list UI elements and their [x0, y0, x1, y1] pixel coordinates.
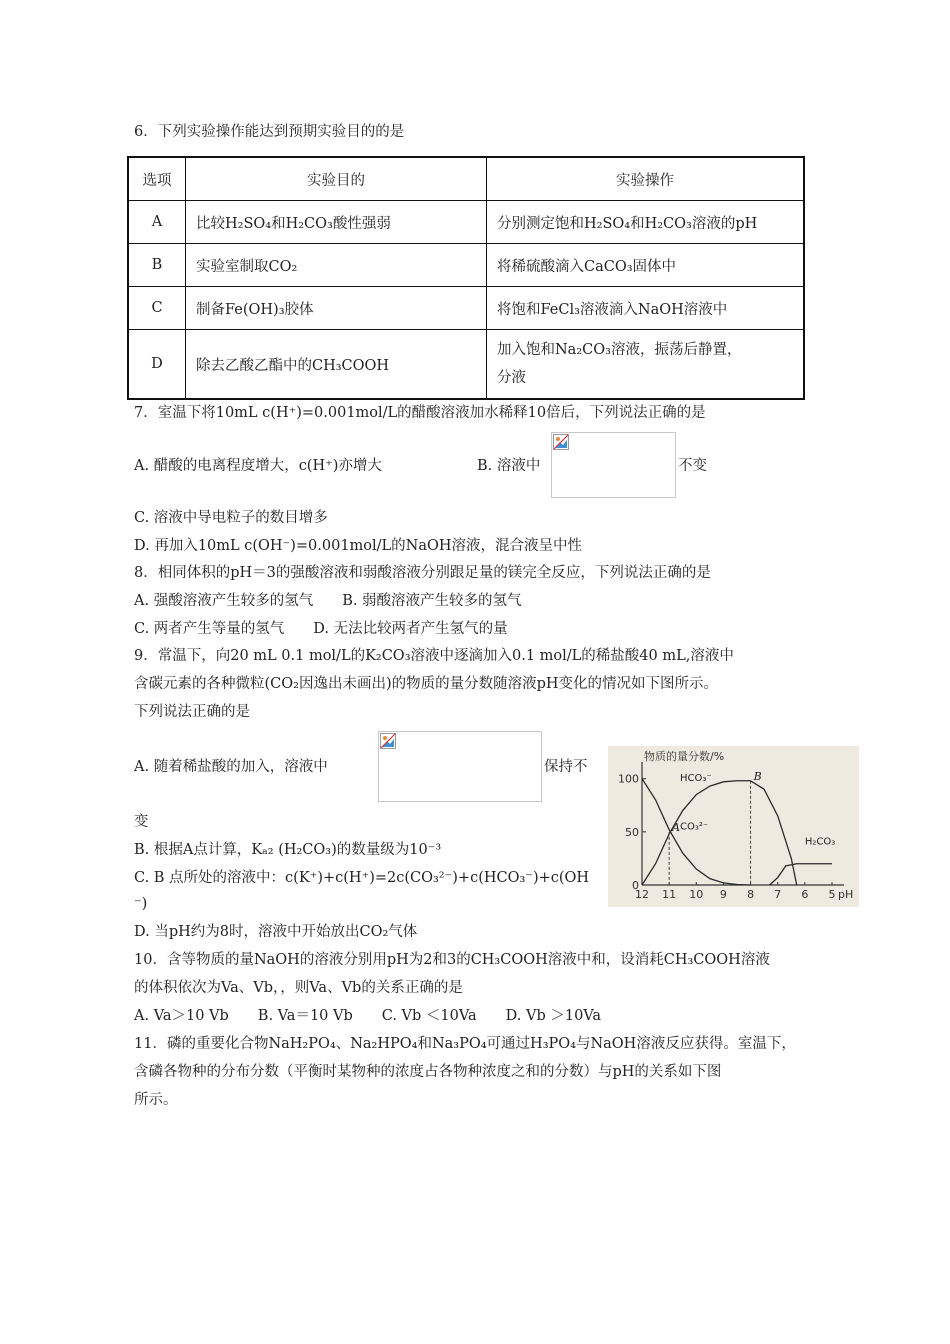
- q9-option-d: D. 当pH约为8时，溶液中开始放出CO₂气体: [134, 924, 418, 940]
- x-axis-label: pH: [838, 888, 854, 901]
- q7-option-b-post: 不变: [678, 458, 707, 474]
- q9-stem-line1: 9．常温下，向20 mL 0.1 mol/L的K₂CO₃溶液中逐滴加入0.1 mol/L的稀盐酸40 mL,溶液中: [134, 648, 734, 664]
- table-row: [128, 287, 804, 330]
- q6-title: 6．下列实验操作能达到预期实验目的的是: [134, 124, 405, 140]
- chart-title: 物质的量分数/%: [644, 750, 725, 763]
- x-tick-label: 7: [774, 888, 782, 901]
- row-goal: 制备Fe(OH)₃胶体: [186, 287, 487, 330]
- q11-line2: 含磷各物种的分布分数（平衡时某物种的浓度占各物种浓度之和的分数）与pH的关系如下图: [134, 1064, 722, 1080]
- experiment-table: [127, 156, 805, 400]
- x-tick-label: 6: [801, 888, 809, 901]
- row-option: B: [128, 244, 186, 287]
- q7-stem: 7．室温下将10mL c(H⁺)=0.001mol/L的醋酸溶液加水稀释10倍后，下列说法正确的是: [134, 405, 706, 421]
- q9-option-c-line2: ⁻): [134, 896, 148, 912]
- chart-lines: [642, 779, 832, 885]
- q11-line3: 所示。: [134, 1092, 178, 1108]
- q7-option-d: D. 再加入10mL c(OH⁻)=0.001mol/L的NaOH溶液，混合液呈中性: [134, 538, 583, 554]
- row-operation: 将稀硫酸滴入CaCO₃固体中: [487, 244, 805, 287]
- series-line: [642, 781, 797, 885]
- q9-option-b: B. 根据A点计算，Kₐ₂ (H₂CO₃)的数量级为10⁻³: [134, 842, 442, 858]
- x-tick-label: 11: [662, 888, 677, 901]
- q9-stem-line3: 下列说法正确的是: [134, 704, 250, 720]
- carbonate-distribution-chart: [608, 746, 859, 907]
- chart-text: [618, 749, 853, 901]
- row-operation-line2: 分液: [497, 370, 526, 386]
- annotation-label: A: [672, 820, 681, 834]
- q10-stem-line2: 的体积依次为Va、Vb，，则Va、Vb的关系正确的是: [134, 980, 463, 996]
- row-option: A: [128, 201, 186, 244]
- q7-option-b-pre: B. 溶液中: [477, 458, 541, 474]
- x-tick-label: 9: [719, 888, 727, 901]
- series-label: H₂CO₃: [804, 836, 836, 848]
- x-tick-label: 10: [689, 888, 704, 901]
- row-goal: 除去乙酸乙酯中的CH₃COOH: [186, 330, 487, 400]
- q9-stem-line2: 含碳元素的各种微粒(CO₂因逸出未画出)的物质的量分数随溶液pH变化的情况如下图所示。: [134, 676, 719, 692]
- table-row: [128, 201, 804, 244]
- header-operation: 实验操作: [487, 157, 805, 201]
- broken-image-icon: [553, 434, 569, 450]
- y-tick-label: 0: [632, 879, 639, 892]
- q7-option-c: C. 溶液中导电粒子的数目增多: [134, 510, 328, 526]
- row-goal: 比较H₂SO₄和H₂CO₃酸性强弱: [186, 201, 487, 244]
- header-option: 选项: [128, 157, 186, 201]
- broken-formula-image: [551, 432, 676, 498]
- y-tick-label: 50: [625, 825, 639, 839]
- q10-options: A. Va＞10 Vb B. Va＝10 Vb C. Vb ＜10Va D. Vb ＞10Va: [134, 1008, 602, 1024]
- q8-options-cd: C. 两者产生等量的氢气 D. 无法比较两者产生氢气的量: [134, 621, 508, 637]
- row-goal: 实验室制取CO₂: [186, 244, 487, 287]
- annotation-label: B: [753, 769, 762, 783]
- series-line: [770, 864, 832, 885]
- x-tick-label: 5: [828, 888, 836, 901]
- row-operation-line1: 加入饱和Na₂CO₃溶液，振荡后静置，: [497, 342, 742, 358]
- table-header-row: [128, 157, 804, 201]
- q9-option-a-tail: 变: [134, 814, 149, 830]
- x-tick-label: 12: [635, 888, 649, 901]
- q7-option-a: A. 醋酸的电离程度增大，c(H⁺)亦增大: [134, 458, 382, 474]
- q11-line1: 11．磷的重要化合物NaH₂PO₄、Na₂HPO₄和Na₃PO₄可通过H₃PO₄与NaOH溶液反应获得。室温下，: [134, 1036, 796, 1052]
- row-operation: 将饱和FeCl₃溶液滴入NaOH溶液中: [487, 287, 805, 330]
- row-option: C: [128, 287, 186, 330]
- x-tick-label: 8: [747, 888, 755, 901]
- series-label: CO₃²⁻: [680, 821, 709, 833]
- y-tick-label: 100: [618, 772, 639, 786]
- q10-stem-line1: 10．含等物质的量NaOH的溶液分别用pH为2和3的CH₃COOH溶液中和，设消耗CH₃COOH溶液: [134, 952, 770, 968]
- q8-options-ab: A. 强酸溶液产生较多的氢气 B. 弱酸溶液产生较多的氢气: [134, 593, 522, 609]
- broken-image-icon: [380, 733, 396, 749]
- row-operation: [487, 330, 805, 400]
- table-row: [128, 330, 804, 400]
- chart-svg: [608, 746, 859, 907]
- q9-option-c-line1: C. B 点所处的溶液中：c(K⁺)+c(H⁺)=2c(CO₃²⁻)+c(HCO₃⁻)+c(OH: [134, 870, 590, 886]
- q9-option-a-post: 保持不: [544, 759, 588, 775]
- row-operation: 分别测定饱和H₂SO₄和H₂CO₃溶液的pH: [487, 201, 805, 244]
- header-goal: 实验目的: [186, 157, 487, 201]
- row-option: D: [128, 330, 186, 400]
- broken-formula-image: [378, 731, 542, 802]
- series-label: HCO₃⁻: [680, 772, 712, 784]
- q9-option-a-pre: A. 随着稀盐酸的加入，溶液中: [134, 759, 328, 775]
- q8-stem: 8．相同体积的pH＝3的强酸溶液和弱酸溶液分别跟足量的镁完全反应，下列说法正确的是: [134, 565, 711, 581]
- table-row: [128, 244, 804, 287]
